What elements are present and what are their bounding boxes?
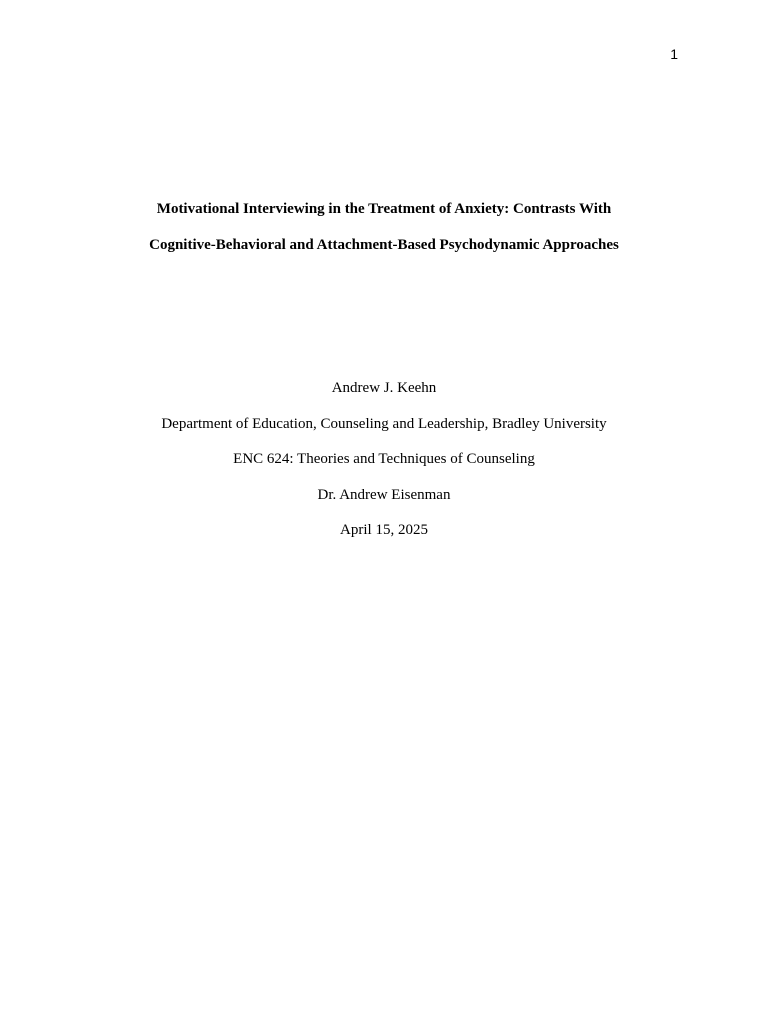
page-number: 1 — [670, 46, 678, 62]
instructor-name: Dr. Andrew Eisenman — [317, 486, 451, 503]
title-line-2: Cognitive-Behavioral and Attachment-Based Psychodynamic Approaches — [149, 237, 619, 253]
title-line-1: Motivational Interviewing in the Treatment of Anxiety: Contrasts With — [156, 201, 612, 217]
submission-date: April 15, 2025 — [340, 522, 428, 539]
affiliation: Department of Education, Counseling and Leadership, Bradley University — [161, 415, 607, 432]
course-name: ENC 624: Theories and Techniques of Counseling — [233, 451, 535, 468]
author-name: Andrew J. Keehn — [331, 380, 437, 396]
title-block — [0, 199, 768, 271]
byline-block — [0, 378, 768, 556]
